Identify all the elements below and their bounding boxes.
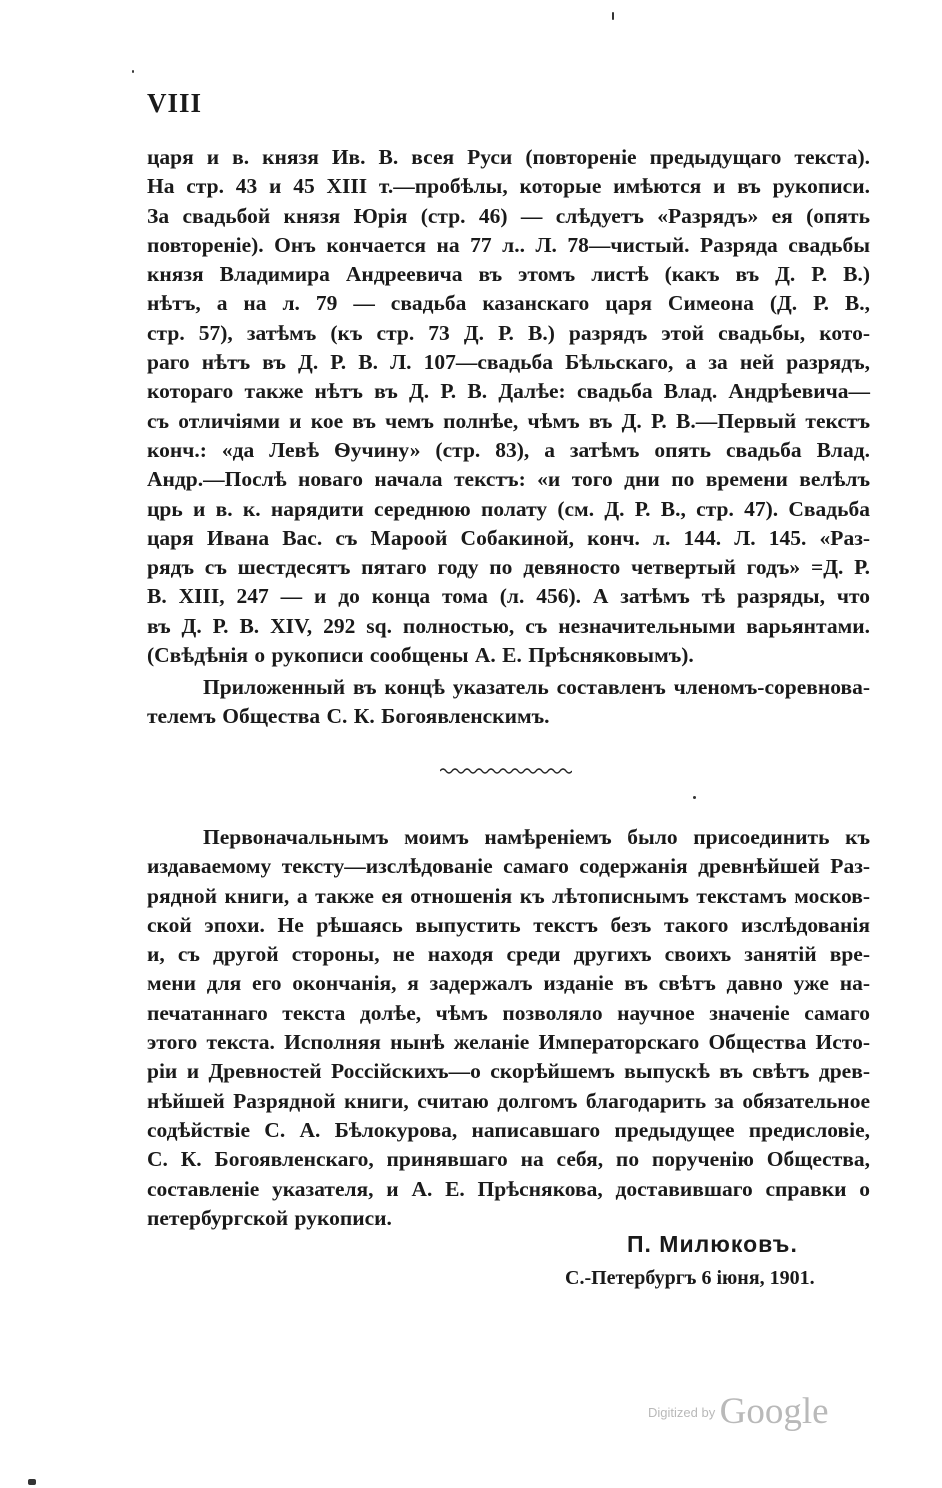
text-line: нѣтъ, а на л. 79 — свадьба казанскаго царя Симеона (Д. Р. В., [147,291,870,316]
text-line: ской эпохи. Не рѣшаясь выпустить текстъ безъ такого изслѣдованія [147,912,870,937]
text-line: этого текста. Исполняя нынѣ желаніе Императорскаго Общества Исто- [147,1030,870,1055]
text-line: печатаннаго текста долѣе, чѣмъ позволяло научное значеніе самаго [147,1000,870,1025]
text-line: въ Д. Р. В. XIV, 292 sq. полностью, съ незначительными варьянтами. [147,613,870,638]
text-line: стр. 57), затѣмъ (къ стр. 73 Д. Р. В.) разрядъ этой свадьбы, кото- [147,320,870,345]
text-line: рядъ съ шестдесятъ пятаго году по девяносто четвертый годъ» =Д. Р. [147,555,870,580]
text-line: конч.: «да Левѣ Ѳучину» (стр. 83), а затѣмъ опять свадьба Влад. [147,437,870,462]
text-line: телемъ Общества С. К. Богоявленскимъ. [147,704,550,729]
text-line: С. К. Богоявленскаго, принявшаго на себя, по порученію Общества, [147,1147,870,1172]
text-line: содѣйствіе С. А. Бѣлокурова, написавшаго предыдущее предисловіе, [147,1117,870,1142]
text-line: царя Ивана Вас. съ Мароой Собакиной, конч. л. 144. Л. 145. «Раз- [147,525,870,550]
digitized-watermark [648,1390,829,1433]
paragraph-manuscript-description [147,143,870,670]
google-logo: Google [719,1391,829,1432]
page-number: VIII [147,88,203,118]
text-line: котораго также нѣтъ въ Д. Р. В. Далѣе: свадьба Влад. Андрѣевича— [147,379,870,404]
text-line: раго нѣтъ въ Д. Р. В. Л. 107—свадьба Бѣльскаго, а за ней разрядъ, [147,350,870,375]
text-line: князя Владимира Андреевича въ этомъ листѣ (какъ въ Д. Р. В.) [147,262,870,287]
digitized-prefix: Digitized by [648,1405,716,1420]
text-line: мени для его окончанія, я задержалъ изданіе въ свѣтъ давно уже на- [147,971,870,996]
text-line: ріи и Древностей Россійскихъ—о скорѣйшемъ выпускѣ въ свѣтъ древ- [147,1059,870,1084]
text-line: црь и в. к. нарядити середнюю полату (см. Д. Р. В., стр. 47). Свадьба [147,496,870,521]
scan-speck [28,1479,36,1485]
text-line: За свадьбой князя Юрія (стр. 46) — слѣдуетъ «Разрядъ» ея (опять [147,203,870,228]
text-line: повтореніе). Онъ кончается на 77 л.. Л. 78—чистый. Разряда свадьбы [147,232,870,257]
paragraph-preface-author [147,823,870,1233]
text-line: Андр.—Послѣ новаго начала текстъ: «и того дни по времени велѣлъ [147,467,870,492]
text-line: Первоначальнымъ моимъ намѣреніемъ было присоединить къ [203,825,870,849]
text-line: рядной книги, а также ея отношенія къ лѣтописнымъ текстамъ москов- [147,883,870,908]
text-line: нѣйшей Разрядной книги, считаю долгомъ благодарить за обязательное [147,1088,870,1113]
ornamental-divider [440,767,572,775]
text-line: издаваемому тексту—изслѣдованіе самаго содержанія древнѣйшей Раз- [147,854,870,879]
text-line: На стр. 43 и 45 XIII т.—пробѣлы, которые имѣются и въ рукописи. [147,174,870,199]
text-line: петербургской рукописи. [147,1205,392,1230]
place-and-date: С.-Петербургъ 6 іюня, 1901. [565,1267,815,1289]
paragraph-index-note [147,673,870,732]
text-line: (Свѣдѣнія о рукописи сообщены А. Е. Прѣсняковымъ). [147,643,694,668]
author-signature: П. Милюковъ. [627,1231,798,1257]
scan-speck [693,796,696,799]
text-line: царя и в. князя Ив. В. всея Руси (повтореніе предыдущаго текста). [147,145,870,169]
text-line: съ отличіями и кое въ чемъ полнѣе, чѣмъ въ Д. Р. В.—Первый текстъ [147,408,870,433]
text-line: и, съ другой стороны, не находя среди другихъ своихъ занятій вре- [147,942,870,967]
text-line: В. XIII, 247 — и до конца тома (л. 456). А затѣмъ тѣ разряды, что [147,584,870,609]
text-line: Приложенный въ концѣ указатель составленъ членомъ-соревнова- [203,675,870,699]
text-line: составленіе указателя, и А. Е. Прѣснякова, доставившаго справки о [147,1176,870,1201]
scan-speck [612,12,614,20]
scan-speck [132,70,134,73]
